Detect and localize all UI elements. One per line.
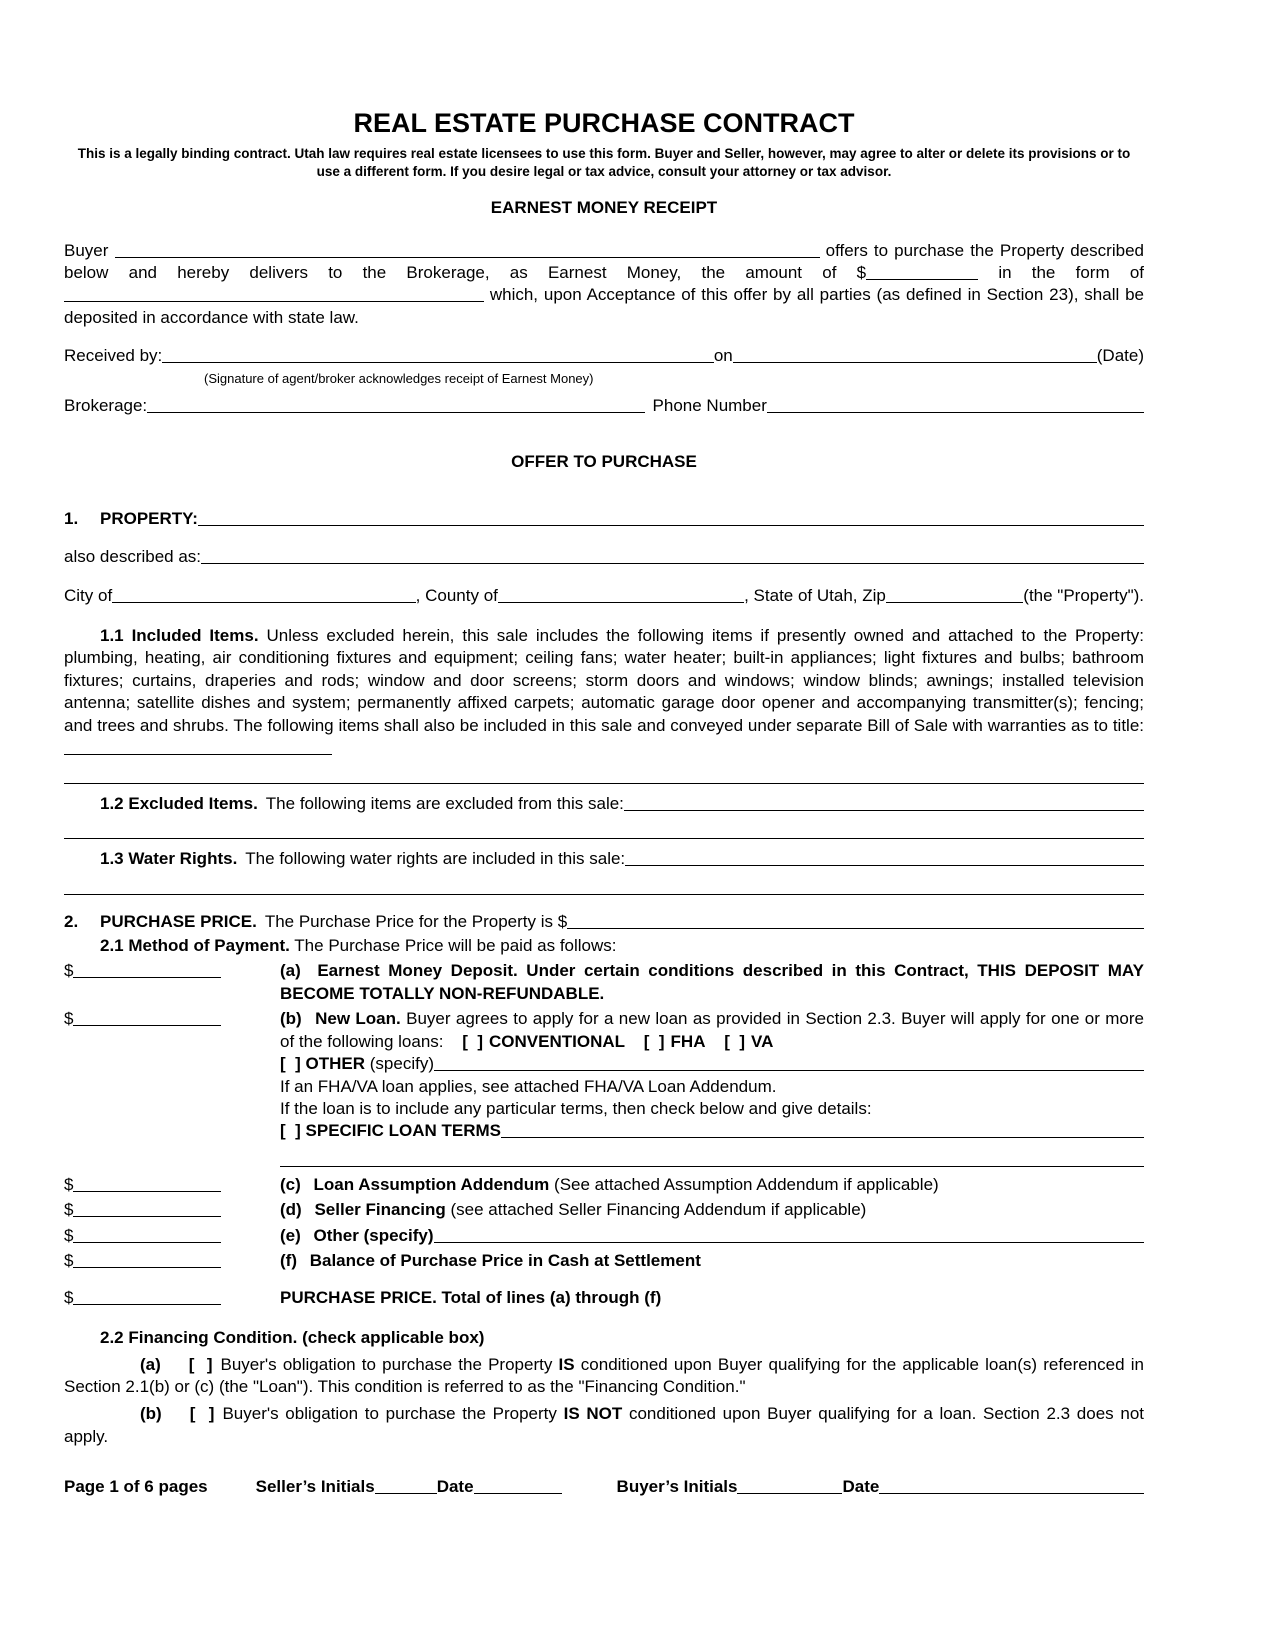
- financing-b-paragraph: [64, 1403, 1144, 1448]
- payment-row-e: [64, 1225, 1144, 1247]
- earnest-amount-blank[interactable]: [866, 266, 978, 280]
- loan-option-conventional: [462, 1032, 625, 1051]
- section-2-number: 2.: [64, 911, 79, 931]
- payment-e-label: (e): [280, 1225, 301, 1245]
- received-by-label: Received by:: [64, 346, 163, 366]
- payment-f-label: (f): [280, 1251, 297, 1271]
- other-loan-blank[interactable]: [434, 1058, 1144, 1071]
- county-blank[interactable]: [498, 590, 744, 603]
- new-loan-label: New Loan.: [315, 1009, 401, 1029]
- county-label: , County of: [415, 585, 498, 605]
- purchase-price-row: [64, 911, 1144, 933]
- earnest-money-heading: EARNEST MONEY RECEIPT: [490, 198, 718, 218]
- included-items-rule-line[interactable]: [64, 760, 1144, 784]
- offer-text: offers to purchase the Property described below and hereby delivers to the Brokerage, as Earnest Money, the amount of $: [64, 240, 1144, 282]
- property-row: [64, 508, 1144, 530]
- in-form-of-text: in the form of: [998, 262, 1144, 282]
- payment-a-amount-blank[interactable]: [73, 964, 221, 978]
- payment-c-amount-blank[interactable]: [73, 1178, 221, 1192]
- also-described-label: also described as:: [64, 547, 202, 567]
- received-date-blank[interactable]: [733, 350, 1097, 363]
- fha-label: FHA: [670, 1031, 706, 1051]
- section-1-number: 1.: [64, 508, 79, 528]
- financing-b-is-not: IS NOT: [563, 1404, 623, 1424]
- acceptance-text: which, upon Acceptance of this offer by all parties (as defined in Section 23), shall be deposited in accordance with state law.: [64, 285, 1144, 327]
- payment-c-amount: [64, 1174, 280, 1196]
- brokerage-name-blank[interactable]: [147, 400, 644, 413]
- payment-f-description: [280, 1250, 1144, 1272]
- on-label: on: [713, 346, 733, 366]
- payment-row-c: [64, 1174, 1144, 1196]
- loan-option-fha: [644, 1032, 706, 1051]
- buyer-date-label: Date: [842, 1477, 880, 1497]
- payment-a-description: [280, 960, 1144, 1005]
- payment-e-amount-blank[interactable]: [73, 1229, 221, 1243]
- dollar-sign: $: [64, 1200, 74, 1220]
- payment-b-amount: [64, 1008, 280, 1030]
- buyer-date-blank[interactable]: [879, 1481, 1144, 1494]
- payment-d-label: (d): [280, 1200, 302, 1220]
- total-description: [280, 1287, 1144, 1309]
- specific-loan-terms-blank[interactable]: [501, 1125, 1144, 1138]
- city-county-row: [64, 585, 1144, 607]
- city-blank[interactable]: [112, 590, 415, 603]
- buyer-initials-label: Buyer’s Initials: [616, 1477, 738, 1497]
- financing-condition-heading: 2.2 Financing Condition. (check applicable box): [100, 1328, 485, 1348]
- water-rights-row: [64, 848, 1144, 870]
- payment-e-amount: [64, 1225, 280, 1247]
- buyer-label: Buyer: [64, 240, 109, 260]
- payment-form-blank[interactable]: [64, 288, 484, 302]
- dollar-sign: $: [64, 1287, 74, 1307]
- excluded-items-text: The following items are excluded from this sale:: [265, 793, 624, 813]
- checkbox-fha[interactable]: [ ]: [643, 1031, 665, 1051]
- buyer-name-blank[interactable]: [115, 244, 820, 258]
- state-zip-label: , State of Utah, Zip: [744, 585, 886, 605]
- fha-va-note: If an FHA/VA loan applies, see attached FHA/VA Loan Addendum.: [280, 1076, 777, 1096]
- loan-terms-note: If the loan is to include any particular terms, then check below and give details:: [280, 1099, 872, 1119]
- water-rights-label: 1.3 Water Rights.: [100, 849, 238, 869]
- payment-d-description: [280, 1199, 1144, 1221]
- new-loan-paragraph: [280, 1008, 1144, 1053]
- loan-assumption-text: (See attached Assumption Addendum if applicable): [554, 1174, 939, 1194]
- payment-row-f: [64, 1250, 1144, 1272]
- specific-loan-terms-label: SPECIFIC LOAN TERMS: [305, 1121, 502, 1141]
- total-amount-blank[interactable]: [73, 1291, 221, 1305]
- buyer-offer-paragraph: [64, 240, 1144, 330]
- dollar-sign: $: [64, 1225, 74, 1245]
- payment-row-b: [64, 1008, 1144, 1171]
- excluded-items-blank[interactable]: [624, 798, 1144, 811]
- purchase-price-blank[interactable]: [567, 916, 1144, 929]
- checkbox-conventional[interactable]: [ ]: [462, 1031, 484, 1051]
- other-specify-label: (specify): [369, 1054, 434, 1074]
- included-items-text: Unless excluded herein, this sale includes the following items if presently owned and attached to the Property: plumbing, heating, air conditioning fixtures and equipment; ceiling fans; water heater; built-in appliances; light fixtures and bulbs; bathroom fixtures; curtains, draperies and rods; window and door screens; storm doors and windows; window blinds; awnings; installed television antenna; satellite dishes and system; permanently affixed carpets; automatic garage door opener and accompanying transmitter(s); fencing; and trees and shrubs. The following items shall also be included in this sale and conveyed under separate Bill of Sale with warranties as to title:: [64, 626, 1144, 735]
- excluded-items-rule-line[interactable]: [64, 815, 1144, 839]
- other-loan-row: [280, 1053, 1144, 1075]
- payment-c-description: [280, 1174, 1144, 1196]
- city-label: City of: [64, 585, 113, 605]
- also-described-row: [64, 546, 1144, 568]
- method-of-payment-label: 2.1 Method of Payment.: [100, 935, 290, 955]
- method-of-payment-line: [64, 935, 1144, 957]
- payment-c-label: (c): [280, 1174, 301, 1194]
- payment-d-amount: [64, 1199, 280, 1221]
- payment-f-amount-blank[interactable]: [73, 1254, 221, 1268]
- financing-b-text-2: conditioned upon Buyer qualifying for a loan. Section 2.3 does not apply.: [64, 1404, 1144, 1446]
- dollar-sign: $: [64, 1009, 74, 1029]
- specific-loan-terms-rule-line[interactable]: [280, 1143, 1144, 1167]
- loan-option-va: [724, 1032, 773, 1051]
- checkbox-va[interactable]: [ ]: [724, 1031, 745, 1051]
- seller-financing-text: (see attached Seller Financing Addendum if applicable): [450, 1200, 867, 1220]
- checkbox-specific-loan-terms[interactable]: [ ]: [280, 1121, 301, 1141]
- page-title: REAL ESTATE PURCHASE CONTRACT: [353, 108, 855, 138]
- payment-a-amount: [64, 960, 280, 982]
- dollar-sign: $: [64, 1174, 74, 1194]
- payment-e-lead: [280, 1225, 434, 1247]
- seller-date-blank[interactable]: [474, 1481, 562, 1494]
- seller-date-label: Date: [436, 1477, 474, 1497]
- included-items-blank[interactable]: [64, 741, 332, 755]
- payment-b-amount-blank[interactable]: [73, 1012, 221, 1026]
- agent-signature-blank[interactable]: [162, 350, 714, 363]
- property-suffix: (the "Property").: [1023, 585, 1144, 605]
- payment-a-label: (a): [280, 961, 301, 981]
- other-loan-label: OTHER: [305, 1054, 366, 1074]
- checkbox-financing-b[interactable]: [ ]: [189, 1404, 215, 1424]
- total-amount: [64, 1287, 280, 1309]
- included-items-paragraph: [64, 625, 1144, 760]
- payment-row-a: [64, 960, 1144, 1005]
- financing-a-label: (a): [140, 1354, 161, 1374]
- page-footer: [64, 1476, 1144, 1498]
- payment-total-row: [64, 1287, 1144, 1309]
- dollar-sign: $: [64, 961, 74, 981]
- offer-to-purchase-heading: OFFER TO PURCHASE: [511, 452, 697, 472]
- property-title: PROPERTY:: [100, 508, 198, 528]
- included-items-label: 1.1 Included Items.: [100, 626, 259, 646]
- signature-note: (Signature of agent/broker acknowledges receipt of Earnest Money): [204, 370, 594, 386]
- payment-b-text: Buyer agrees to apply for a new loan as provided in Section 2.3. Buyer will apply for one or more of the following loans:: [280, 1009, 1144, 1051]
- payment-e-description: [280, 1225, 1144, 1247]
- payment-b-label: (b): [280, 1009, 302, 1029]
- date-label: (Date): [1096, 346, 1144, 366]
- other-loan-lead: [280, 1053, 434, 1075]
- seller-financing-label: Seller Financing: [314, 1200, 446, 1220]
- conventional-label: CONVENTIONAL: [489, 1031, 626, 1051]
- financing-b-text-1: Buyer's obligation to purchase the Property: [222, 1404, 557, 1424]
- page-number-label: Page 1 of 6 pages: [64, 1477, 208, 1497]
- brokerage-label: Brokerage:: [64, 395, 148, 415]
- seller-initials-blank[interactable]: [375, 1481, 437, 1494]
- purchase-price-text: The Purchase Price for the Property is $: [264, 911, 568, 931]
- specific-loan-terms-row: [280, 1120, 1144, 1142]
- specific-loan-terms-lead: [280, 1120, 501, 1142]
- financing-a-paragraph: [64, 1354, 1144, 1399]
- financing-a-text-2: conditioned upon Buyer qualifying for the applicable loan(s) referenced in Section 2.1(b) or (c) (the "Loan"). This condition is referred to as the "Financing Condition.": [64, 1354, 1144, 1396]
- payment-f-amount: [64, 1250, 280, 1272]
- excluded-items-label: 1.2 Excluded Items.: [100, 793, 258, 813]
- phone-number-blank[interactable]: [767, 400, 1144, 413]
- other-payment-label: Other (specify): [313, 1225, 434, 1245]
- water-rights-text: The following water rights are included in this sale:: [245, 849, 626, 869]
- also-described-blank[interactable]: [201, 551, 1144, 564]
- zip-blank[interactable]: [886, 590, 1023, 603]
- financing-b-label: (b): [140, 1404, 162, 1424]
- payment-row-d: [64, 1199, 1144, 1221]
- checkbox-financing-a[interactable]: [ ]: [188, 1354, 213, 1374]
- legal-disclaimer: This is a legally binding contract. Utah law requires real estate licensees to use this form. Buyer and Seller, however, may agree to alter or delete its provisions or to use a different form. If you desire legal or tax advice, consult your attorney or tax advisor.: [77, 145, 1131, 179]
- financing-a-text-1: Buyer's obligation to purchase the Property: [220, 1354, 553, 1374]
- checkbox-other-loan[interactable]: [ ]: [280, 1054, 301, 1074]
- va-label: VA: [751, 1031, 774, 1051]
- dollar-sign: $: [64, 1251, 74, 1271]
- payment-a-text: Earnest Money Deposit. Under certain conditions described in this Contract, THIS DEPOSIT MAY BECOME TOTALLY NON-REFUNDABLE.: [280, 961, 1144, 1003]
- loan-assumption-label: Loan Assumption Addendum: [313, 1174, 550, 1194]
- phone-number-label: Phone Number: [652, 395, 767, 415]
- payment-d-amount-blank[interactable]: [73, 1203, 221, 1217]
- excluded-items-row: [64, 793, 1144, 815]
- purchase-price-title: PURCHASE PRICE.: [100, 911, 257, 931]
- seller-initials-label: Seller’s Initials: [255, 1477, 375, 1497]
- method-of-payment-text: The Purchase Price will be paid as follows:: [294, 935, 617, 955]
- balance-label: Balance of Purchase Price in Cash at Settlement: [309, 1251, 701, 1271]
- water-rights-rule-line[interactable]: [64, 871, 1144, 895]
- payment-b-description: [280, 1008, 1144, 1171]
- brokerage-row: [64, 395, 1144, 417]
- received-by-row: [64, 345, 1144, 367]
- buyer-initials-blank[interactable]: [737, 1481, 842, 1494]
- payment-e-other-blank[interactable]: [434, 1230, 1145, 1243]
- water-rights-blank[interactable]: [625, 853, 1144, 866]
- property-address-blank[interactable]: [198, 513, 1144, 526]
- financing-a-is: IS: [558, 1354, 575, 1374]
- purchase-price-total-label: PURCHASE PRICE. Total of lines (a) through (f): [280, 1287, 662, 1307]
